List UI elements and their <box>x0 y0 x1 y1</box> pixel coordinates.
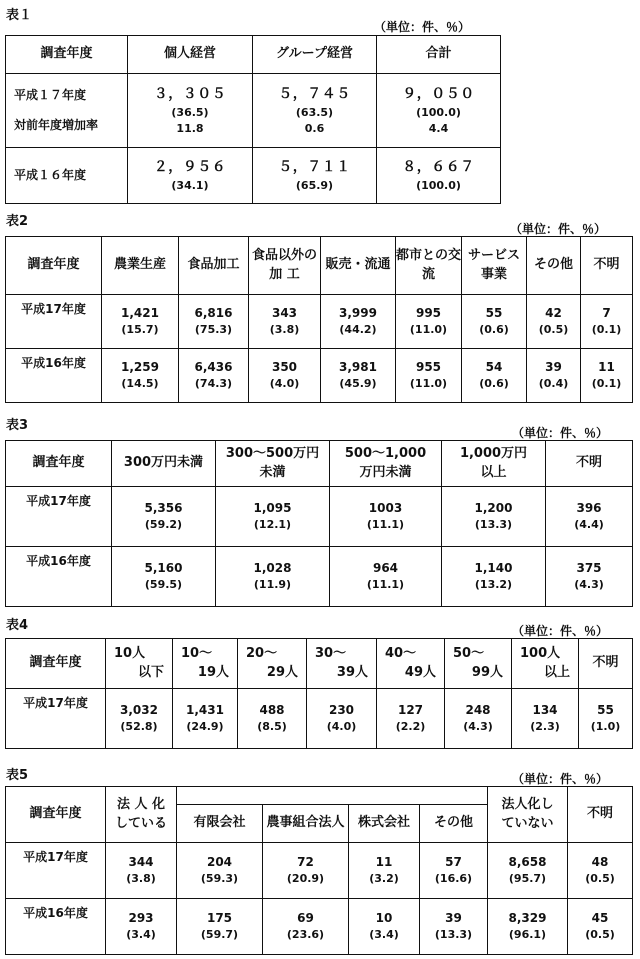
t1-row-year: 平成１７年度 対前年度増加率 <box>6 74 128 148</box>
t4-cell: 134 (2.3) <box>512 689 579 749</box>
t5-header: 株式会社 <box>349 805 420 843</box>
t1-header-total: 合計 <box>377 36 501 74</box>
t3-header: 300万円未満 <box>112 441 216 487</box>
t4-header: 30～ 39人 <box>307 639 377 689</box>
t2-cell: 995 (11.0) <box>396 295 462 349</box>
t5-row-year: 平成17年度 <box>6 843 106 899</box>
t2-cell: 6,436 (74.3) <box>179 349 249 403</box>
table1 <box>5 35 501 204</box>
t5-header-unknown: 不明 <box>568 787 633 843</box>
table5 <box>5 786 633 955</box>
t3-cell: 1,028 (11.9) <box>216 547 330 607</box>
table3-caption: 表3 <box>6 418 29 433</box>
table-row <box>6 899 633 955</box>
t2-cell: 54 (0.6) <box>462 349 527 403</box>
t3-cell: 375 (4.3) <box>546 547 633 607</box>
table4 <box>5 638 633 749</box>
table-row <box>6 843 633 899</box>
t2-cell: 1,421 (15.7) <box>102 295 179 349</box>
t4-cell: 127 (2.2) <box>377 689 445 749</box>
t1-header-individual: 個人経営 <box>128 36 253 74</box>
t1-cell: ５，７１１ (65.9) <box>253 148 377 204</box>
table5-unit: （単位：件、％） <box>512 772 609 786</box>
t3-header: 300～500万円 未満 <box>216 441 330 487</box>
t5-cell: 10 (3.4) <box>349 899 420 955</box>
t4-header: 10人 以下 <box>106 639 173 689</box>
t4-header: 100人 以上 <box>512 639 579 689</box>
t2-cell: 7 (0.1) <box>581 295 633 349</box>
t2-cell: 42 (0.5) <box>527 295 581 349</box>
t4-cell: 230 (4.0) <box>307 689 377 749</box>
t2-header: 販売・流通 <box>321 237 396 295</box>
t4-header: 40～ 49人 <box>377 639 445 689</box>
table5-caption: 表5 <box>6 768 29 783</box>
table-row <box>6 148 501 204</box>
t3-header-year: 調査年度 <box>6 441 112 487</box>
table2 <box>5 236 633 403</box>
t4-cell: 3,032 (52.8) <box>106 689 173 749</box>
t5-header-incorporated: 法 人 化 している <box>106 787 177 843</box>
t1-cell: ２，９５６ (34.1) <box>128 148 253 204</box>
table-row <box>6 547 633 607</box>
table2-caption: 表2 <box>6 214 29 229</box>
t3-cell: 1,200 (13.3) <box>442 487 546 547</box>
t3-cell: 1,095 (12.1) <box>216 487 330 547</box>
t5-header-not-incorporated: 法人化し ていない <box>488 787 568 843</box>
t4-cell: 1,431 (24.9) <box>173 689 238 749</box>
t5-cell: 11 (3.2) <box>349 843 420 899</box>
t5-header-year: 調査年度 <box>6 787 106 843</box>
t4-header: 10～ 19人 <box>173 639 238 689</box>
t4-header-year: 調査年度 <box>6 639 106 689</box>
t2-cell: 3,999 (44.2) <box>321 295 396 349</box>
t2-cell: 955 (11.0) <box>396 349 462 403</box>
table-row <box>6 487 633 547</box>
t2-header: 都市との交流 <box>396 237 462 295</box>
t3-cell: 5,356 (59.2) <box>112 487 216 547</box>
t2-cell: 350 (4.0) <box>249 349 321 403</box>
t2-header: サービス事業 <box>462 237 527 295</box>
t1-cell: ５，７４５ (63.5) 0.6 <box>253 74 377 148</box>
t3-header: 500～1,000 万円未満 <box>330 441 442 487</box>
t4-header: 50～ 99人 <box>445 639 512 689</box>
table1-caption: 表１ <box>6 8 33 23</box>
t2-cell: 343 (3.8) <box>249 295 321 349</box>
table-row <box>6 295 633 349</box>
t4-row-year: 平成17年度 <box>6 689 106 749</box>
t5-cell: 204 (59.3) <box>177 843 263 899</box>
t2-header: 食品以外の 加 工 <box>249 237 321 295</box>
t4-cell: 488 (8.5) <box>238 689 307 749</box>
t5-cell: 293 (3.4) <box>106 899 177 955</box>
t2-cell: 39 (0.4) <box>527 349 581 403</box>
t5-cell: 57 (16.6) <box>420 843 488 899</box>
t3-row-year: 平成17年度 <box>6 487 112 547</box>
t4-cell: 248 (4.3) <box>445 689 512 749</box>
t1-increase-label: 対前年度増加率 <box>14 117 99 132</box>
t1-header-group: グループ経営 <box>253 36 377 74</box>
t5-cell: 175 (59.7) <box>177 899 263 955</box>
t3-cell: 964 (11.1) <box>330 547 442 607</box>
t2-row-year: 平成17年度 <box>6 295 102 349</box>
t4-header: 不明 <box>579 639 633 689</box>
t2-header: 農業生産 <box>102 237 179 295</box>
table-row <box>6 74 501 148</box>
t1-cell: ８，６６７ (100.0) <box>377 148 501 204</box>
t5-cell: 8,329 (96.1) <box>488 899 568 955</box>
t5-cell: 69 (23.6) <box>263 899 349 955</box>
t5-row-year: 平成16年度 <box>6 899 106 955</box>
t1-header-year: 調査年度 <box>6 36 128 74</box>
t4-cell: 55 (1.0) <box>579 689 633 749</box>
t3-cell: 1003 (11.1) <box>330 487 442 547</box>
t3-cell: 396 (4.4) <box>546 487 633 547</box>
t3-header: 不明 <box>546 441 633 487</box>
table-row <box>6 349 633 403</box>
table3-unit: （単位：件、％） <box>512 426 609 440</box>
t4-header: 20～ 29人 <box>238 639 307 689</box>
t5-cell: 39 (13.3) <box>420 899 488 955</box>
t2-header: 食品加工 <box>179 237 249 295</box>
t2-cell: 55 (0.6) <box>462 295 527 349</box>
table4-unit: （単位：件、％） <box>512 624 609 638</box>
table3 <box>5 440 633 607</box>
t2-header-year: 調査年度 <box>6 237 102 295</box>
t3-cell: 1,140 (13.2) <box>442 547 546 607</box>
t2-header: その他 <box>527 237 581 295</box>
t2-cell: 3,981 (45.9) <box>321 349 396 403</box>
table4-caption: 表4 <box>6 618 29 633</box>
t3-header: 1,000万円 以上 <box>442 441 546 487</box>
t5-subgroup-bracket <box>177 787 488 805</box>
table-row <box>6 689 633 749</box>
t5-header: その他 <box>420 805 488 843</box>
t2-header: 不明 <box>581 237 633 295</box>
table2-unit: （単位：件、％） <box>510 222 607 236</box>
table1-unit: （単位：件、％） <box>374 20 471 34</box>
t5-cell: 45 (0.5) <box>568 899 633 955</box>
t5-cell: 72 (20.9) <box>263 843 349 899</box>
t2-cell: 1,259 (14.5) <box>102 349 179 403</box>
t5-header: 有限会社 <box>177 805 263 843</box>
t5-cell: 48 (0.5) <box>568 843 633 899</box>
t5-cell: 8,658 (95.7) <box>488 843 568 899</box>
t2-cell: 11 (0.1) <box>581 349 633 403</box>
t1-row-year: 平成１６年度 <box>6 148 128 204</box>
t3-row-year: 平成16年度 <box>6 547 112 607</box>
t5-header: 農事組合法人 <box>263 805 349 843</box>
t5-cell: 344 (3.8) <box>106 843 177 899</box>
t2-row-year: 平成16年度 <box>6 349 102 403</box>
t2-cell: 6,816 (75.3) <box>179 295 249 349</box>
t3-cell: 5,160 (59.5) <box>112 547 216 607</box>
t1-cell: ３，３０５ (36.5) 11.8 <box>128 74 253 148</box>
t1-cell: ９，０５０ (100.0) 4.4 <box>377 74 501 148</box>
